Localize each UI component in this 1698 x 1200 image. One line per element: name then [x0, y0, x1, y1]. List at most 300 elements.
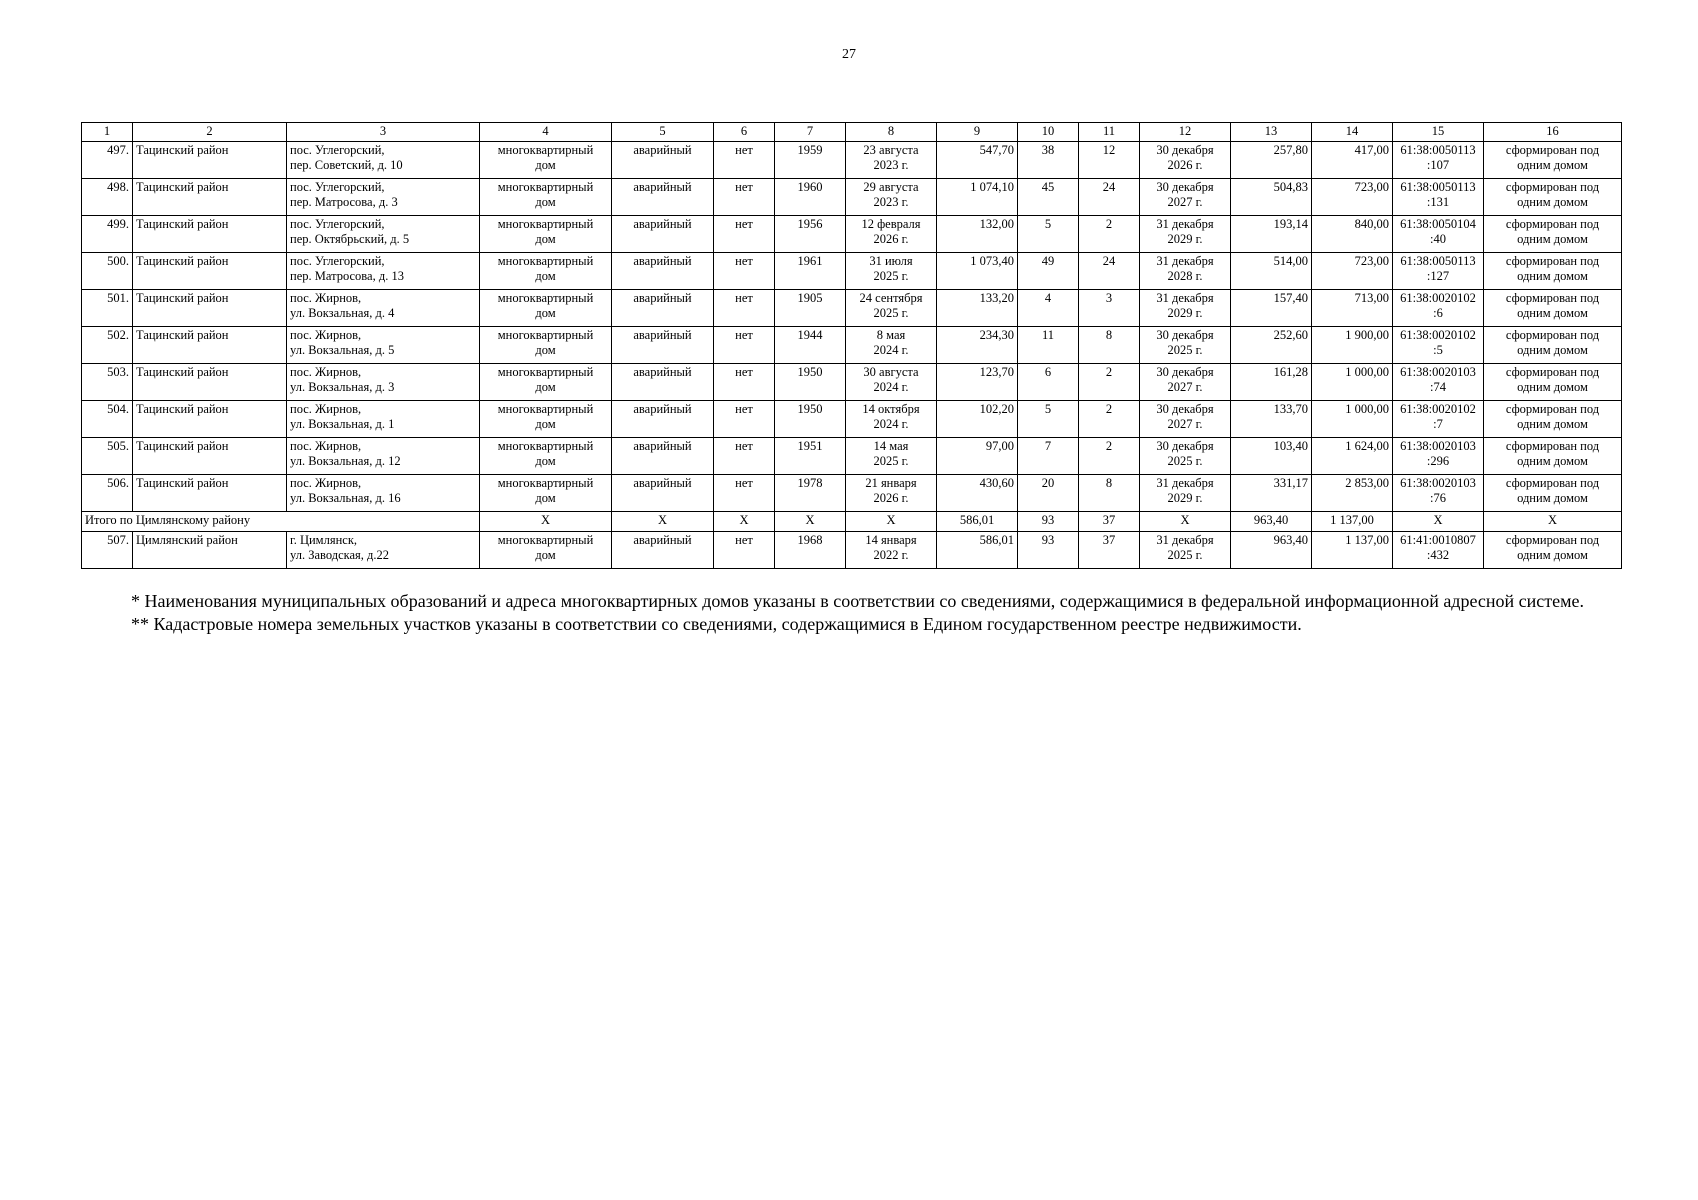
status-cell	[612, 290, 714, 327]
date-cell	[846, 216, 937, 253]
plan-date-cell	[1140, 532, 1231, 569]
date-cell-text: 31 июля	[869, 254, 913, 268]
col14-cell	[1312, 364, 1393, 401]
date-cell	[846, 142, 937, 179]
cadastral-cell-text: :76	[1430, 491, 1446, 505]
column-header: 15	[1393, 123, 1484, 142]
year-cell-text: 1944	[797, 328, 823, 342]
plan-date-cell-text: 2027 г.	[1167, 417, 1203, 431]
column-header: 7	[775, 123, 846, 142]
total-c4: X	[480, 512, 612, 532]
area-cell-text: 586,01	[979, 533, 1014, 547]
col13-cell-text: 257,80	[1273, 143, 1308, 157]
cadastral-cell	[1393, 364, 1484, 401]
col14-cell-text: 1 000,00	[1345, 402, 1389, 416]
cadastral-cell-text: :7	[1433, 417, 1443, 431]
address-cell-text: ул. Вокзальная, д. 12	[290, 454, 401, 468]
cadastral-cell-text: 61:38:0050113	[1400, 143, 1476, 157]
district-cell	[133, 142, 287, 179]
address-cell-text: пер. Матросова, д. 13	[290, 269, 404, 283]
district-cell	[133, 290, 287, 327]
building-type-cell	[480, 401, 612, 438]
total-c5: X	[612, 512, 714, 532]
land-plot-cell-text: одним домом	[1517, 158, 1588, 172]
plan-date-cell-text: 2027 г.	[1167, 380, 1203, 394]
cadastral-cell	[1393, 438, 1484, 475]
cadastral-cell-text: :127	[1426, 269, 1450, 283]
area-cell-text: 430,60	[979, 476, 1014, 490]
column-number-header	[82, 123, 1622, 142]
building-type-cell-text: многоквартирный	[497, 365, 594, 379]
land-plot-cell	[1484, 438, 1622, 475]
year-cell	[775, 290, 846, 327]
col6-cell	[714, 142, 775, 179]
status-cell-text: аварийный	[633, 533, 692, 547]
col6-cell	[714, 179, 775, 216]
table-row	[82, 290, 1622, 327]
date-cell	[846, 475, 937, 512]
col11-cell-text: 3	[1105, 291, 1113, 305]
row-number-text: 502.	[107, 328, 129, 342]
land-plot-cell-text: сформирован под	[1505, 328, 1600, 342]
table-body	[82, 123, 1622, 569]
area-cell-text: 97,00	[985, 439, 1014, 453]
plan-date-cell-text: 2025 г.	[1167, 548, 1203, 562]
total-c11: 37	[1079, 512, 1140, 532]
column-header: 2	[133, 123, 287, 142]
row-number-text: 507.	[107, 533, 129, 547]
date-cell-text: 2024 г.	[873, 380, 909, 394]
column-header: 3	[287, 123, 480, 142]
year-cell-text: 1905	[797, 291, 823, 305]
col13-cell-text: 161,28	[1273, 365, 1308, 379]
plan-date-cell-text: 31 декабря	[1156, 254, 1214, 268]
col11-cell	[1079, 532, 1140, 569]
cadastral-cell-text: 61:38:0020102	[1400, 328, 1476, 342]
col6-cell	[714, 532, 775, 569]
table-row	[82, 364, 1622, 401]
col14-cell-text: 713,00	[1354, 291, 1389, 305]
land-plot-cell-text: сформирован под	[1505, 217, 1600, 231]
district-cell-text: Тацинский район	[136, 217, 229, 231]
area-cell-text: 123,70	[979, 365, 1014, 379]
row-number	[82, 532, 133, 569]
area-cell	[937, 253, 1018, 290]
col10-cell	[1018, 327, 1079, 364]
building-type-cell-text: многоквартирный	[497, 291, 594, 305]
building-type-cell-text: многоквартирный	[497, 254, 594, 268]
district-cell-text: Тацинский район	[136, 402, 229, 416]
address-cell	[287, 216, 480, 253]
year-cell-text: 1950	[797, 365, 823, 379]
area-cell-text: 1 073,40	[970, 254, 1014, 268]
date-cell-text: 24 сентября	[859, 291, 923, 305]
status-cell	[612, 327, 714, 364]
land-plot-cell-text: одним домом	[1517, 232, 1588, 246]
address-cell-text: пос. Жирнов,	[290, 291, 362, 305]
district-cell-text: Тацинский район	[136, 180, 229, 194]
date-cell-text: 2023 г.	[873, 158, 909, 172]
plan-date-cell-text: 2029 г.	[1167, 491, 1203, 505]
land-plot-cell-text: одним домом	[1517, 548, 1588, 562]
date-cell-text: 2025 г.	[873, 269, 909, 283]
row-number	[82, 179, 133, 216]
date-cell-text: 2022 г.	[873, 548, 909, 562]
col11-cell-text: 8	[1105, 476, 1113, 490]
cadastral-cell-text: :296	[1426, 454, 1450, 468]
table-row	[82, 475, 1622, 512]
plan-date-cell	[1140, 290, 1231, 327]
building-type-cell-text: многоквартирный	[497, 533, 594, 547]
col13-cell	[1231, 438, 1312, 475]
footnote-addresses: * Наименования муниципальных образований и адреса многоквартирных домов указаны в соответствии со сведениями, содержащимися в федеральной информационной адресной системе.	[131, 591, 1585, 611]
address-cell-text: пер. Матросова, д. 3	[290, 195, 398, 209]
area-cell	[937, 290, 1018, 327]
status-cell-text: аварийный	[633, 180, 692, 194]
land-plot-cell	[1484, 401, 1622, 438]
cadastral-cell-text: 61:38:0050113	[1400, 180, 1476, 194]
address-cell-text: ул. Заводская, д.22	[290, 548, 390, 562]
col10-cell	[1018, 290, 1079, 327]
total-c15: X	[1393, 512, 1484, 532]
address-cell	[287, 179, 480, 216]
row-number	[82, 290, 133, 327]
address-cell-text: ул. Вокзальная, д. 16	[290, 491, 401, 505]
year-cell	[775, 364, 846, 401]
col10-cell-text: 4	[1044, 291, 1052, 305]
date-cell-text: 2024 г.	[873, 417, 909, 431]
building-type-cell-text: дом	[535, 417, 556, 431]
col11-cell	[1079, 290, 1140, 327]
col13-cell	[1231, 532, 1312, 569]
date-cell	[846, 532, 937, 569]
address-cell	[287, 327, 480, 364]
column-header: 13	[1231, 123, 1312, 142]
date-cell-text: 29 августа	[863, 180, 919, 194]
column-header: 14	[1312, 123, 1393, 142]
status-cell-text: аварийный	[633, 143, 692, 157]
col6-cell-text: нет	[735, 254, 753, 268]
col10-cell	[1018, 253, 1079, 290]
district-cell-text: Тацинский район	[136, 439, 229, 453]
address-cell	[287, 253, 480, 290]
year-cell-text: 1951	[797, 439, 823, 453]
date-cell-text: 14 января	[865, 533, 917, 547]
year-cell-text: 1959	[797, 143, 823, 157]
year-cell	[775, 327, 846, 364]
total-c9: 586,01	[937, 512, 1018, 532]
plan-date-cell	[1140, 327, 1231, 364]
date-cell	[846, 364, 937, 401]
district-cell	[133, 401, 287, 438]
plan-date-cell-text: 2025 г.	[1167, 454, 1203, 468]
cadastral-cell-text: 61:38:0020103	[1400, 476, 1476, 490]
building-type-cell-text: дом	[535, 306, 556, 320]
column-header: 16	[1484, 123, 1622, 142]
cadastral-cell-text: 61:38:0020102	[1400, 402, 1476, 416]
status-cell	[612, 438, 714, 475]
col11-cell-text: 2	[1105, 439, 1113, 453]
col13-cell	[1231, 290, 1312, 327]
col13-cell-text: 157,40	[1273, 291, 1308, 305]
address-cell	[287, 438, 480, 475]
plan-date-cell-text: 2029 г.	[1167, 306, 1203, 320]
cadastral-cell-text: 61:38:0020103	[1400, 439, 1476, 453]
col10-cell-text: 5	[1044, 402, 1052, 416]
cadastral-cell	[1393, 142, 1484, 179]
footnote-cadastral: ** Кадастровые номера земельных участков указаны в соответствии со сведениями, содержащимися в Едином государственном реестре недвижимости.	[131, 614, 1302, 634]
address-cell-text: пер. Советский, д. 10	[290, 158, 403, 172]
col11-cell	[1079, 253, 1140, 290]
status-cell-text: аварийный	[633, 217, 692, 231]
address-cell	[287, 290, 480, 327]
cadastral-cell-text: 61:38:0050113	[1400, 254, 1476, 268]
address-cell-text: пос. Жирнов,	[290, 365, 362, 379]
col10-cell-text: 49	[1041, 254, 1055, 268]
col14-cell-text: 1 624,00	[1345, 439, 1389, 453]
address-cell-text: ул. Вокзальная, д. 5	[290, 343, 395, 357]
area-cell	[937, 438, 1018, 475]
status-cell	[612, 475, 714, 512]
col14-cell-text: 2 853,00	[1345, 476, 1389, 490]
date-cell-text: 2026 г.	[873, 491, 909, 505]
housing-register-table	[81, 122, 1622, 569]
cadastral-cell	[1393, 290, 1484, 327]
plan-date-cell-text: 2026 г.	[1167, 158, 1203, 172]
status-cell-text: аварийный	[633, 328, 692, 342]
land-plot-cell-text: одним домом	[1517, 417, 1588, 431]
total-c7: X	[775, 512, 846, 532]
status-cell-text: аварийный	[633, 439, 692, 453]
column-header: 10	[1018, 123, 1079, 142]
date-cell-text: 8 мая	[876, 328, 906, 342]
plan-date-cell-text: 31 декабря	[1156, 217, 1214, 231]
col10-cell	[1018, 364, 1079, 401]
col11-cell-text: 37	[1102, 533, 1116, 547]
land-plot-cell-text: одним домом	[1517, 380, 1588, 394]
district-cell	[133, 475, 287, 512]
col10-cell-text: 5	[1044, 217, 1052, 231]
plan-date-cell	[1140, 475, 1231, 512]
row-number	[82, 438, 133, 475]
column-header: 12	[1140, 123, 1231, 142]
row-number-text: 498.	[107, 180, 129, 194]
land-plot-cell-text: сформирован под	[1505, 143, 1600, 157]
col14-cell-text: 840,00	[1354, 217, 1389, 231]
row-number-text: 497.	[107, 143, 129, 157]
row-number-text: 501.	[107, 291, 129, 305]
cadastral-cell	[1393, 179, 1484, 216]
col10-cell	[1018, 401, 1079, 438]
col14-cell	[1312, 532, 1393, 569]
area-cell	[937, 142, 1018, 179]
total-row	[82, 512, 1622, 532]
page-number: 27	[842, 47, 856, 62]
date-cell-text: 14 мая	[873, 439, 909, 453]
land-plot-cell-text: одним домом	[1517, 454, 1588, 468]
col10-cell-text: 6	[1044, 365, 1052, 379]
district-cell-text: Тацинский район	[136, 143, 229, 157]
plan-date-cell	[1140, 142, 1231, 179]
year-cell-text: 1968	[797, 533, 823, 547]
col10-cell-text: 45	[1041, 180, 1055, 194]
col10-cell	[1018, 216, 1079, 253]
year-cell	[775, 216, 846, 253]
district-cell-text: Тацинский район	[136, 476, 229, 490]
cadastral-cell-text: :131	[1426, 195, 1450, 209]
col13-cell	[1231, 327, 1312, 364]
land-plot-cell	[1484, 216, 1622, 253]
plan-date-cell	[1140, 179, 1231, 216]
land-plot-cell-text: одним домом	[1517, 491, 1588, 505]
building-type-cell-text: дом	[535, 195, 556, 209]
building-type-cell-text: дом	[535, 158, 556, 172]
col10-cell	[1018, 142, 1079, 179]
address-cell-text: пос. Жирнов,	[290, 402, 362, 416]
area-cell	[937, 179, 1018, 216]
col6-cell	[714, 438, 775, 475]
col14-cell	[1312, 438, 1393, 475]
col14-cell	[1312, 179, 1393, 216]
land-plot-cell-text: сформирован под	[1505, 533, 1600, 547]
col10-cell	[1018, 475, 1079, 512]
total-c8: X	[846, 512, 937, 532]
cadastral-cell-text: :5	[1433, 343, 1443, 357]
plan-date-cell-text: 30 декабря	[1156, 402, 1214, 416]
col13-cell	[1231, 364, 1312, 401]
date-cell-text: 14 октября	[862, 402, 920, 416]
plan-date-cell-text: 31 декабря	[1156, 291, 1214, 305]
district-cell-text: Тацинский район	[136, 328, 229, 342]
district-cell-text: Цимлянский район	[136, 533, 238, 547]
status-cell	[612, 401, 714, 438]
cadastral-cell-text: 61:38:0050104	[1400, 217, 1476, 231]
total-c10: 93	[1018, 512, 1079, 532]
land-plot-cell	[1484, 290, 1622, 327]
land-plot-cell	[1484, 179, 1622, 216]
col13-cell	[1231, 216, 1312, 253]
land-plot-cell-text: одним домом	[1517, 343, 1588, 357]
year-cell	[775, 142, 846, 179]
address-cell-text: пос. Углегорский,	[290, 254, 385, 268]
area-cell-text: 547,70	[979, 143, 1014, 157]
building-type-cell-text: многоквартирный	[497, 217, 594, 231]
col13-cell	[1231, 401, 1312, 438]
col14-cell-text: 1 900,00	[1345, 328, 1389, 342]
col14-cell-text: 723,00	[1354, 180, 1389, 194]
plan-date-cell-text: 31 декабря	[1156, 476, 1214, 490]
date-cell	[846, 327, 937, 364]
cadastral-cell-text: 61:38:0020102	[1400, 291, 1476, 305]
land-plot-cell-text: сформирован под	[1505, 439, 1600, 453]
total-c13: 963,40	[1231, 512, 1312, 532]
col11-cell	[1079, 364, 1140, 401]
table-row	[82, 253, 1622, 290]
area-cell-text: 1 074,10	[970, 180, 1014, 194]
year-cell	[775, 401, 846, 438]
district-cell-text: Тацинский район	[136, 365, 229, 379]
col14-cell	[1312, 253, 1393, 290]
building-type-cell	[480, 179, 612, 216]
status-cell	[612, 216, 714, 253]
col14-cell	[1312, 401, 1393, 438]
plan-date-cell-text: 2028 г.	[1167, 269, 1203, 283]
col14-cell	[1312, 327, 1393, 364]
total-label: Итого по Цимлянскому району	[82, 512, 480, 532]
building-type-cell	[480, 142, 612, 179]
row-number-text: 503.	[107, 365, 129, 379]
row-number	[82, 253, 133, 290]
plan-date-cell	[1140, 364, 1231, 401]
col6-cell-text: нет	[735, 328, 753, 342]
land-plot-cell-text: сформирован под	[1505, 402, 1600, 416]
area-cell	[937, 532, 1018, 569]
table-row	[82, 179, 1622, 216]
district-cell	[133, 438, 287, 475]
date-cell-text: 21 января	[865, 476, 917, 490]
col11-cell	[1079, 179, 1140, 216]
col13-cell	[1231, 253, 1312, 290]
year-cell-text: 1950	[797, 402, 823, 416]
row-number-text: 500.	[107, 254, 129, 268]
address-cell-text: ул. Вокзальная, д. 1	[290, 417, 395, 431]
area-cell	[937, 327, 1018, 364]
plan-date-cell-text: 30 декабря	[1156, 439, 1214, 453]
col6-cell-text: нет	[735, 217, 753, 231]
col6-cell	[714, 475, 775, 512]
row-number	[82, 364, 133, 401]
col11-cell-text: 8	[1105, 328, 1113, 342]
year-cell	[775, 475, 846, 512]
col6-cell-text: нет	[735, 476, 753, 490]
date-cell	[846, 179, 937, 216]
land-plot-cell-text: сформирован под	[1505, 291, 1600, 305]
land-plot-cell	[1484, 475, 1622, 512]
table-row	[82, 438, 1622, 475]
land-plot-cell-text: одним домом	[1517, 269, 1588, 283]
col13-cell	[1231, 142, 1312, 179]
col10-cell-text: 38	[1041, 143, 1055, 157]
address-cell	[287, 532, 480, 569]
building-type-cell-text: дом	[535, 343, 556, 357]
col14-cell-text: 723,00	[1354, 254, 1389, 268]
plan-date-cell-text: 2027 г.	[1167, 195, 1203, 209]
date-cell-text: 12 февраля	[861, 217, 921, 231]
land-plot-cell	[1484, 253, 1622, 290]
row-number-text: 499.	[107, 217, 129, 231]
cadastral-cell-text: :432	[1426, 548, 1450, 562]
address-cell-text: ул. Вокзальная, д. 3	[290, 380, 395, 394]
address-cell-text: ул. Вокзальная, д. 4	[290, 306, 395, 320]
plan-date-cell	[1140, 216, 1231, 253]
cadastral-cell-text: :6	[1433, 306, 1443, 320]
col6-cell-text: нет	[735, 180, 753, 194]
status-cell	[612, 253, 714, 290]
building-type-cell	[480, 364, 612, 401]
date-cell-text: 2025 г.	[873, 306, 909, 320]
building-type-cell-text: многоквартирный	[497, 328, 594, 342]
land-plot-cell-text: сформирован под	[1505, 254, 1600, 268]
total-c6: X	[714, 512, 775, 532]
col13-cell-text: 133,70	[1273, 402, 1308, 416]
col6-cell	[714, 327, 775, 364]
address-cell-text: пос. Жирнов,	[290, 439, 362, 453]
address-cell-text: пос. Жирнов,	[290, 328, 362, 342]
row-number-text: 506.	[107, 476, 129, 490]
district-cell	[133, 253, 287, 290]
col6-cell-text: нет	[735, 143, 753, 157]
col6-cell-text: нет	[735, 439, 753, 453]
